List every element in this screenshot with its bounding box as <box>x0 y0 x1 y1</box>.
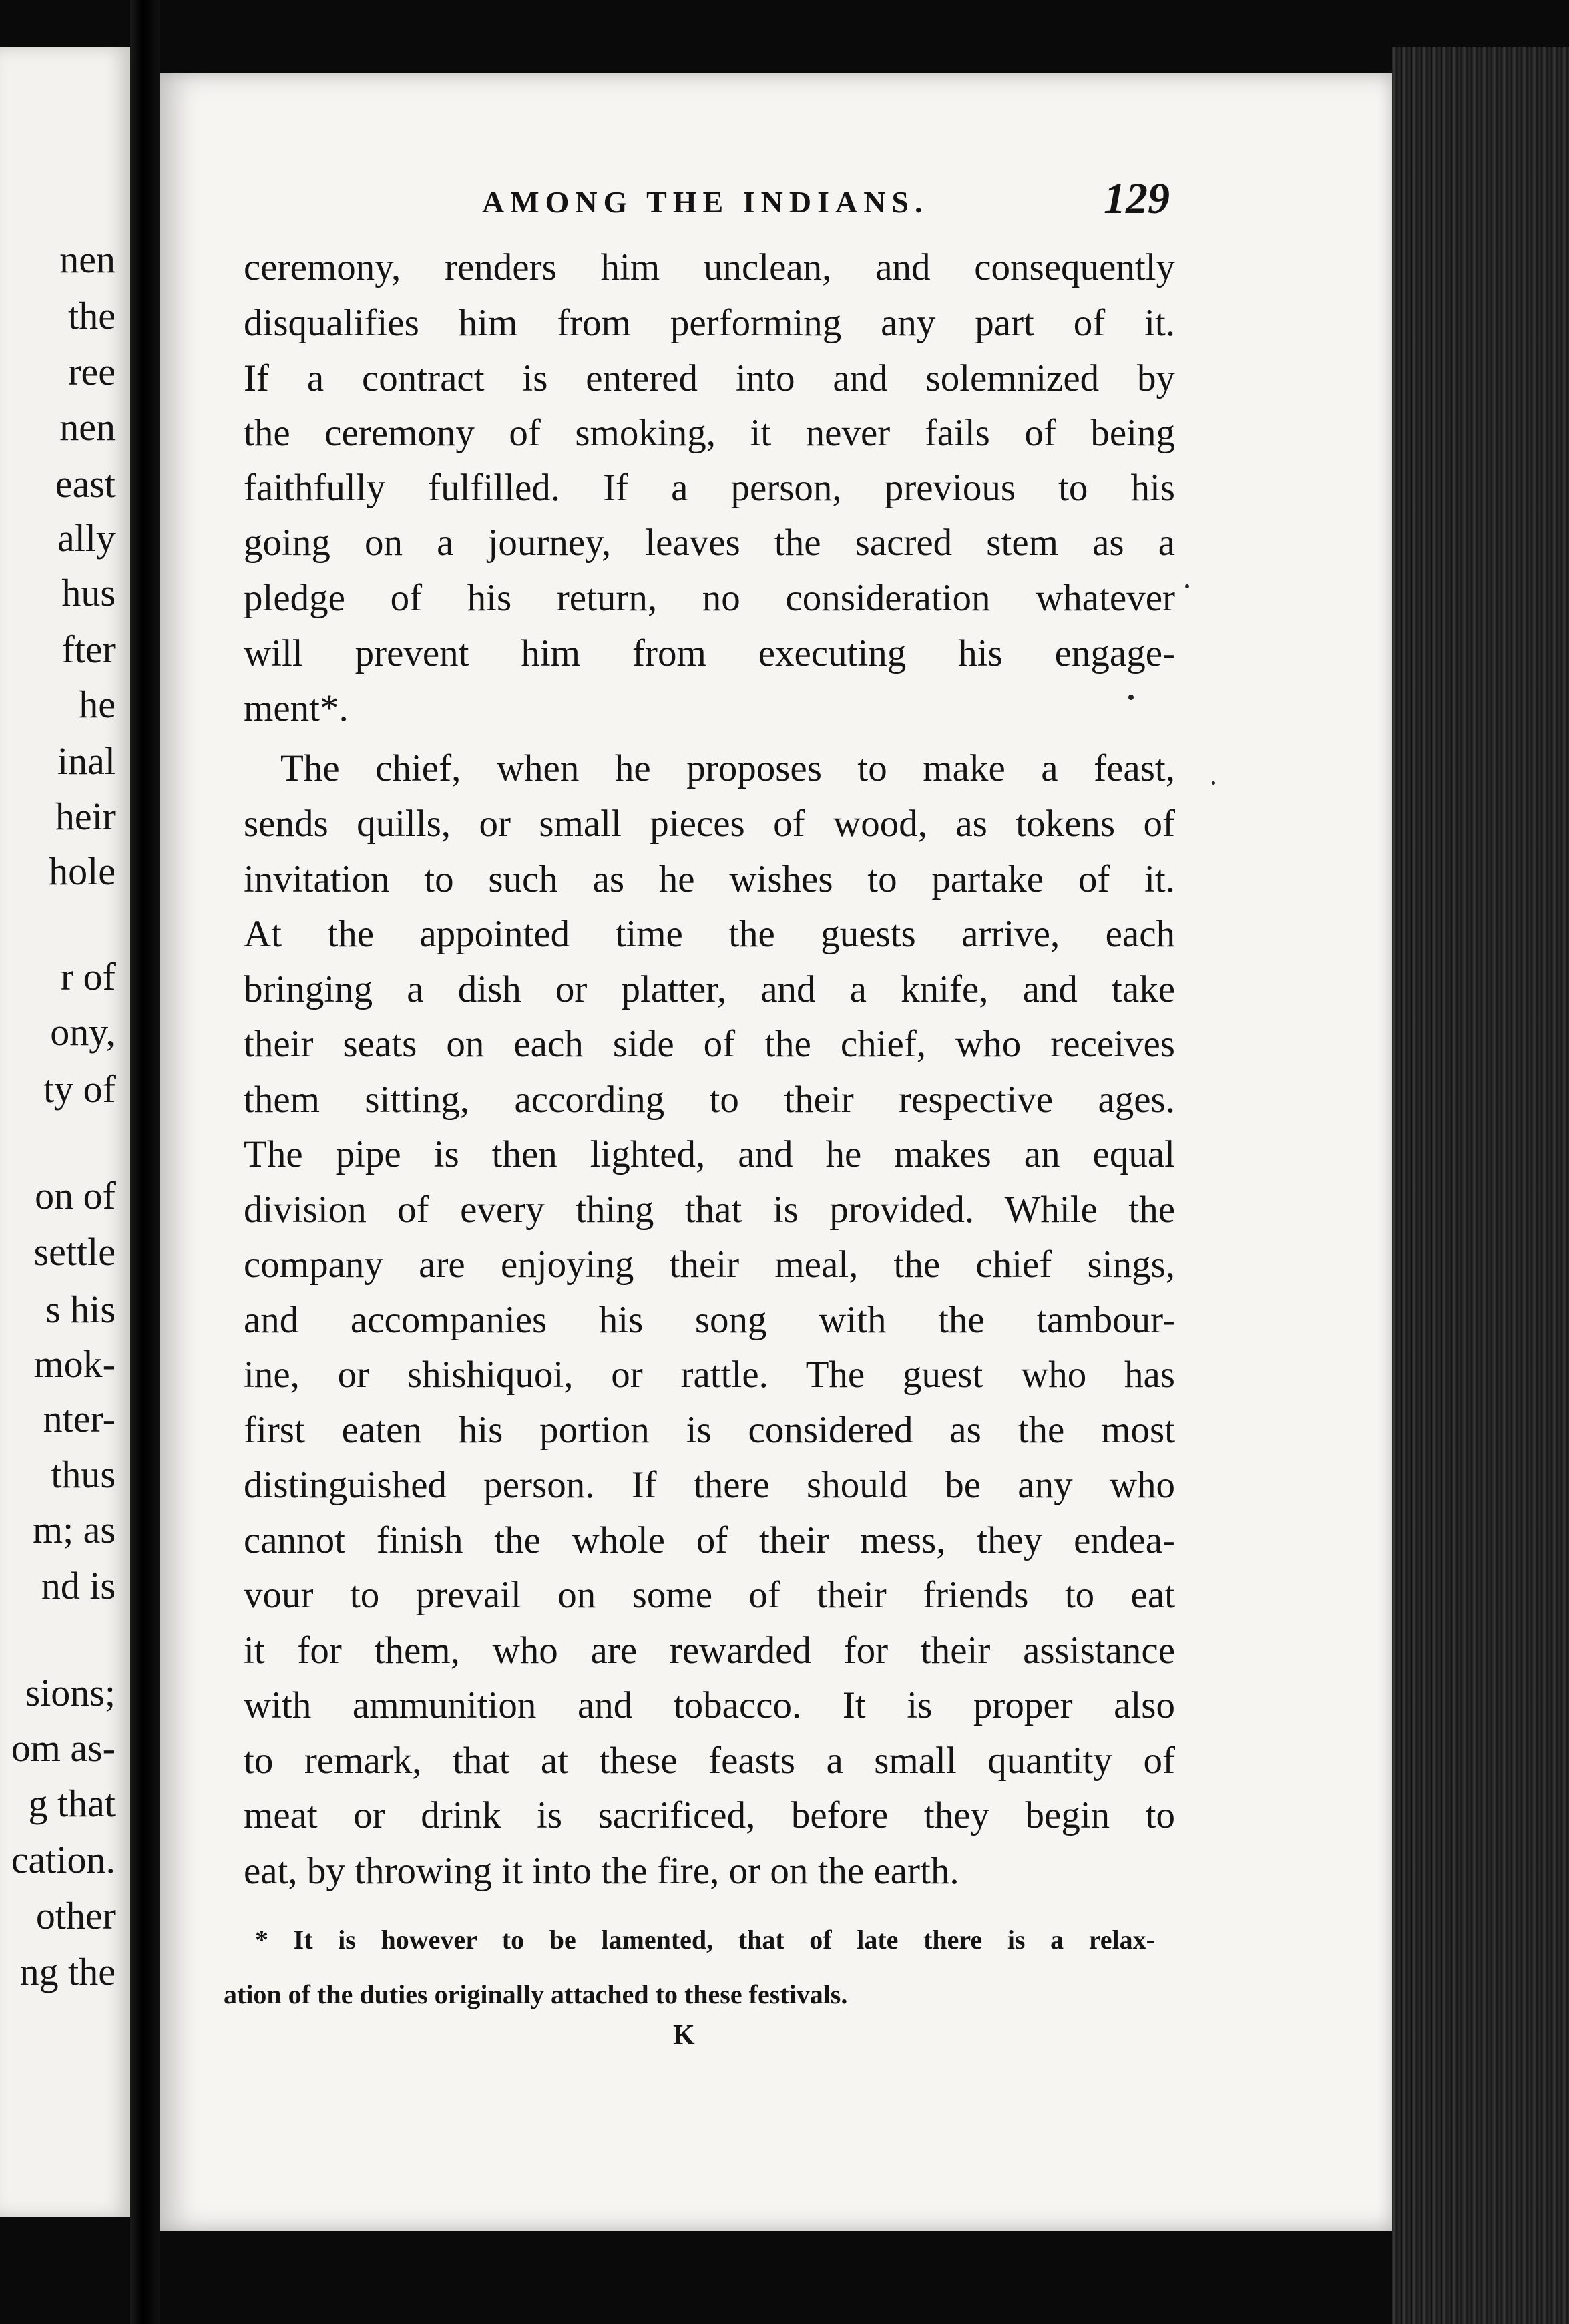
left-page-line: settle <box>33 1230 116 1274</box>
body-line: pledge of his return, no consideration whatever <box>244 577 1175 619</box>
left-page-line: m; as <box>32 1508 116 1551</box>
left-page <box>0 47 130 2217</box>
body-line: to remark, that at these feasts a small quantity of <box>244 1740 1175 1782</box>
left-page-line: hus <box>61 571 116 614</box>
left-page-line: on of <box>35 1174 116 1217</box>
body-line: invitation to such as he wishes to partake of it. <box>244 858 1175 900</box>
page-edge <box>1392 47 1569 2324</box>
body-line: sends quills, or small pieces of wood, as tokens of <box>244 803 1175 845</box>
left-page-line: the <box>68 294 116 337</box>
body-line: ceremony, renders him unclean, and consequently <box>244 246 1175 288</box>
page-number: 129 <box>1104 174 1170 223</box>
left-page-line: ally <box>57 516 116 560</box>
left-page-line: g that <box>28 1782 116 1825</box>
ink-speck <box>1212 781 1215 785</box>
left-page-line: r of <box>60 955 116 998</box>
body-line: bringing a dish or platter, and a knife, and take <box>244 968 1175 1010</box>
body-line: faithfully fulfilled. If a person, previous to his <box>244 467 1175 509</box>
body-line: division of every thing that is provided. While the <box>244 1189 1175 1231</box>
left-page-line: he <box>79 683 116 726</box>
body-line: ment*. <box>244 687 349 729</box>
left-page-line: mok- <box>33 1342 116 1386</box>
left-page-line: ree <box>68 350 116 393</box>
body-line: going on a journey, leaves the sacred stem as a <box>244 522 1175 564</box>
body-line: distinguished person. If there should be any who <box>244 1464 1175 1506</box>
ink-speck <box>1185 584 1189 588</box>
body-line: At the appointed time the guests arrive, each <box>244 913 1175 955</box>
body-line: first eaten his portion is considered as the most <box>244 1409 1175 1451</box>
body-line: ine, or shishiquoi, or rattle. The guest who has <box>244 1354 1175 1396</box>
body-line: The pipe is then lighted, and he makes an equal <box>244 1133 1175 1175</box>
left-page-line: heir <box>55 795 116 838</box>
body-line: it for them, who are rewarded for their assistance <box>244 1629 1175 1672</box>
left-page-line: nen <box>59 238 116 281</box>
left-page-line: east <box>55 462 116 506</box>
left-page-line: inal <box>57 739 116 783</box>
left-page-line: ony, <box>50 1010 116 1054</box>
left-page-line: s his <box>45 1288 116 1331</box>
body-line: The chief, when he proposes to make a feast, <box>280 747 1175 789</box>
left-page-line: cation. <box>11 1838 116 1881</box>
body-line: their seats on each side of the chief, who receives <box>244 1023 1175 1065</box>
body-line: company are enjoying their meal, the chief sings, <box>244 1243 1175 1286</box>
left-page-line: nter- <box>43 1397 116 1440</box>
body-line: meat or drink is sacrificed, before they begin to <box>244 1794 1175 1836</box>
footnote-line: ation of the duties originally attached to these festivals. <box>224 1979 848 2009</box>
footnote-line: * It is however to be lamented, that of late there is a relax- <box>255 1925 1155 1955</box>
body-line: with ammunition and tobacco. It is proper also <box>244 1684 1175 1726</box>
body-line: and accompanies his song with the tambour- <box>244 1299 1175 1341</box>
left-page-line: om as- <box>11 1726 116 1770</box>
body-line: them sitting, according to their respective ages. <box>244 1079 1175 1121</box>
body-line: eat, by throwing it into the fire, or on the earth. <box>244 1850 959 1892</box>
left-page-line: nen <box>59 405 116 449</box>
body-line: will prevent him from executing his engage- <box>244 632 1175 674</box>
running-title: AMONG THE INDIANS. <box>482 185 929 219</box>
body-line: vour to prevail on some of their friends to eat <box>244 1574 1175 1616</box>
book-gutter <box>130 0 160 2324</box>
body-line: disqualifies him from performing any part of it. <box>244 302 1175 344</box>
body-line: cannot finish the whole of their mess, they endea- <box>244 1519 1175 1561</box>
body-line: If a contract is entered into and solemnized by <box>244 357 1175 399</box>
left-page-line: fter <box>61 628 116 671</box>
left-page-line: ng the <box>19 1950 116 1993</box>
left-page-line: thus <box>51 1452 116 1496</box>
left-page-line: sions; <box>25 1671 116 1714</box>
left-page-line: other <box>35 1894 116 1937</box>
left-page-line: hole <box>49 849 116 893</box>
left-page-line: ty of <box>43 1067 116 1111</box>
body-line: the ceremony of smoking, it never fails of being <box>244 412 1175 454</box>
signature-mark: K <box>673 2020 695 2051</box>
left-page-line: nd is <box>41 1564 116 1607</box>
